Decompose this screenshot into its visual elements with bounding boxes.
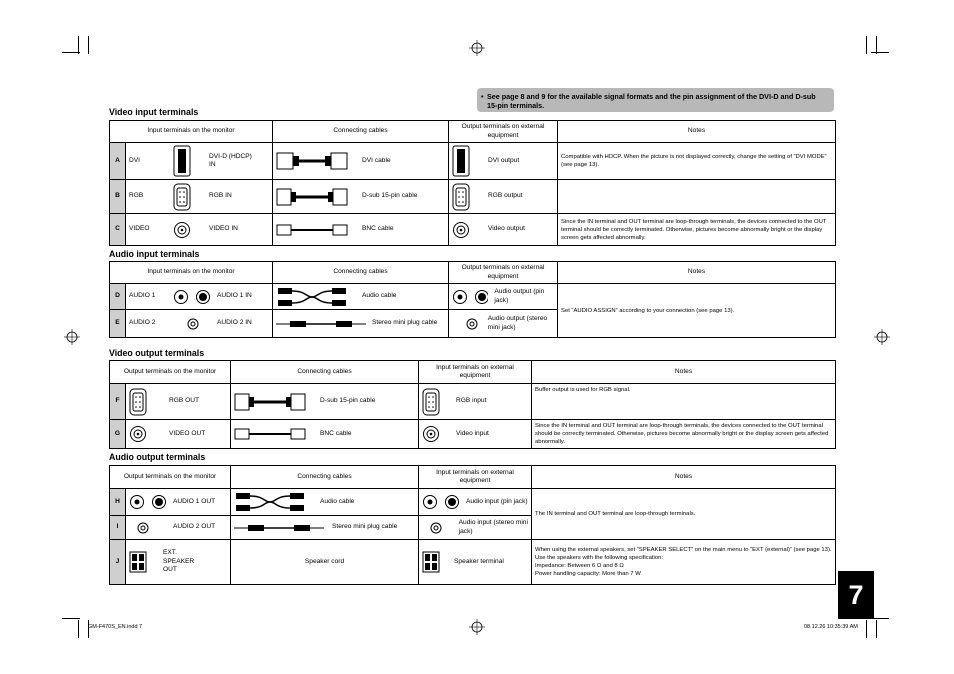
ext-terminal-name: Audio input (pin jack) — [466, 497, 528, 505]
cable-cell — [231, 489, 419, 516]
header-notes: Notes — [558, 121, 836, 143]
table-row — [110, 540, 836, 585]
terminal-type: RGB — [129, 192, 144, 200]
terminal-cell — [126, 384, 231, 420]
ext-cell — [419, 384, 532, 420]
dsub-cable-icon — [276, 186, 348, 208]
section-title-audio-output: Audio output terminals — [109, 452, 206, 462]
row-label: H — [110, 489, 126, 516]
cable-cell — [273, 214, 449, 246]
audio-output-table — [109, 465, 836, 585]
row-label: D — [110, 284, 126, 310]
bnc-cable-icon — [234, 426, 306, 442]
terminal-name: EXT. SPEAKER OUT — [163, 549, 195, 574]
cable-cell — [231, 384, 419, 420]
terminal-cell — [126, 310, 273, 338]
header-cables: Connecting cables — [273, 121, 449, 143]
terminal-name: AUDIO 2 OUT — [173, 523, 216, 531]
video-output-table — [109, 360, 836, 449]
header-notes: Notes — [558, 262, 836, 284]
note-cell: Compatible with HDCP. When the picture is not displayed correctly, change the setting of “DVI MODE” (see page 13). — [558, 143, 836, 180]
terminal-name: AUDIO 1 IN — [217, 292, 252, 300]
cable-name: Stereo mini plug cable — [372, 319, 438, 327]
terminal-name: RGB OUT — [169, 397, 200, 405]
cable-name: DVI cable — [362, 156, 391, 164]
cable-name: D-sub 15-pin cable — [320, 397, 376, 405]
note-cell: Since the IN terminal and OUT terminal are loop-through terminals, the devices connected to the OUT terminal should be correctly terminated. Otherwise, pictures become abnormally bright or the display screen gets affected abnormally. — [558, 214, 836, 246]
terminal-name: AUDIO 1 OUT — [173, 497, 216, 505]
header-cables: Connecting cables — [231, 361, 419, 384]
header-output-terminals: Output terminals on the monitor — [110, 466, 231, 489]
dsub-port-icon — [452, 183, 470, 211]
ext-cell — [449, 310, 558, 338]
terminal-name: DVI-D (HDCP) IN — [209, 152, 252, 168]
terminal-type: AUDIO 1 — [129, 292, 156, 300]
ext-cell — [419, 540, 532, 585]
pin-jack-pair-icon — [129, 494, 169, 510]
mini-jack-icon — [173, 317, 213, 331]
note-cell: The IN terminal and OUT terminal are loop-through terminals. — [532, 489, 836, 540]
page-number-tab: 7 — [838, 571, 874, 619]
header-cables: Connecting cables — [273, 262, 449, 284]
cable-name: BNC cable — [320, 429, 352, 437]
registration-mark-icon — [469, 40, 485, 56]
mini-jack-icon — [452, 317, 482, 331]
terminal-cell — [126, 420, 231, 449]
dsub-port-icon — [129, 388, 147, 416]
crop-mark — [866, 620, 867, 638]
registration-mark-icon — [874, 329, 890, 345]
header-ext-input: Input terminals on external equipment — [419, 361, 532, 384]
note-line: Power handling capacity: More than 7 W — [535, 571, 641, 577]
cable-cell — [273, 143, 449, 180]
table-row — [110, 489, 836, 516]
terminal-name: AUDIO 2 IN — [217, 319, 252, 327]
header-ext-output: Output terminals on external equipment — [449, 121, 558, 143]
section-title-video-input: Video input terminals — [109, 107, 199, 117]
ext-cell — [449, 143, 558, 180]
ext-terminal-name: Audio output (stereo mini jack) — [487, 315, 548, 331]
ext-cell — [419, 516, 532, 540]
note-cell — [532, 540, 836, 585]
note-cell: Since the IN terminal and OUT terminal are loop-through terminals, the devices connected to the OUT terminal should be correctly terminated. Otherwise, pictures become abnormally bright or the display screen gets affected abnormally. — [532, 420, 836, 449]
ext-terminal-name: Audio input (stereo mini jack) — [458, 519, 528, 535]
dvi-port-icon — [452, 145, 470, 177]
dsub-port-icon — [173, 183, 191, 211]
header-input-terminals: Input terminals on the monitor — [110, 262, 273, 284]
row-label: B — [110, 180, 126, 214]
row-label: J — [110, 540, 126, 585]
ext-terminal-name: Audio output (pin jack) — [494, 288, 545, 304]
note-line: Use the speakers with the following specification: — [535, 555, 664, 561]
note-line: When using the external speakers, set “SPEAKER SELECT” on the main menu to “EXT (external)” (see page 13). — [535, 547, 832, 553]
pin-jack-pair-icon — [452, 289, 488, 305]
terminal-type: VIDEO — [129, 225, 150, 233]
terminal-cell — [126, 516, 231, 540]
cable-cell — [273, 310, 449, 338]
header-cables: Connecting cables — [231, 466, 419, 489]
terminal-name: VIDEO IN — [209, 225, 238, 233]
cable-name: Stereo mini plug cable — [332, 523, 398, 531]
audio-cable-icon — [276, 286, 348, 308]
cable-cell — [273, 180, 449, 214]
registration-mark-icon — [469, 619, 485, 635]
reference-note — [477, 88, 834, 112]
table-row — [110, 284, 836, 310]
crop-mark — [871, 52, 889, 53]
bnc-cable-icon — [276, 222, 348, 238]
terminal-name: RGB IN — [209, 192, 232, 200]
crop-mark — [876, 36, 877, 54]
ext-terminal-name: RGB output — [488, 192, 523, 200]
registration-mark-icon — [64, 329, 80, 345]
cable-name: D-sub 15-pin cable — [362, 192, 418, 200]
terminal-cell — [126, 489, 231, 516]
mini-plug-cable-icon — [234, 522, 324, 534]
header-ext-input: Input terminals on external equipment — [419, 466, 532, 489]
header-output-terminals: Output terminals on the monitor — [110, 361, 231, 384]
crop-mark — [78, 620, 79, 638]
ext-terminal-name: Video output — [488, 225, 525, 233]
crop-mark — [866, 36, 867, 54]
header-notes: Notes — [532, 361, 836, 384]
table-row — [110, 420, 836, 449]
note-cell: Buffer output is used for RGB signal. — [532, 384, 836, 420]
ext-cell — [419, 489, 532, 516]
footer-file-name: GM-F470S_EN.indd 7 — [88, 624, 143, 630]
header-input-terminals: Input terminals on the monitor — [110, 121, 273, 143]
mini-jack-icon — [422, 521, 455, 535]
speaker-terminal-icon — [422, 551, 440, 573]
table-row — [110, 143, 836, 180]
video-input-table — [109, 120, 836, 246]
ext-terminal-name: DVI output — [488, 156, 520, 164]
reference-note-text: See page 8 and 9 for the available signal formats and the pin assignment of the DVI-D and D-sub 15-pin terminals. — [487, 92, 816, 110]
terminal-type: AUDIO 2 — [129, 319, 156, 327]
header-ext-output: Output terminals on external equipment — [449, 262, 558, 284]
dvi-cable-icon — [276, 148, 348, 174]
cable-cell — [231, 420, 419, 449]
mini-jack-icon — [129, 521, 169, 535]
section-title-audio-input: Audio input terminals — [109, 249, 200, 259]
pin-jack-pair-icon — [173, 289, 213, 305]
cable-name: Speaker cord — [304, 557, 345, 565]
footer-timestamp: 08.12.26 10:35:39 AM — [804, 624, 858, 630]
bnc-port-icon — [129, 425, 147, 443]
header-notes: Notes — [532, 466, 836, 489]
dsub-port-icon — [422, 388, 440, 416]
dvi-port-icon — [173, 145, 191, 177]
ext-terminal-name: Speaker terminal — [454, 557, 504, 565]
terminal-cell — [126, 540, 231, 585]
note-cell — [558, 180, 836, 214]
cable-name: Audio cable — [362, 292, 397, 300]
row-label: F — [110, 384, 126, 420]
ext-terminal-name: RGB input — [456, 397, 487, 405]
bnc-port-icon — [173, 221, 191, 239]
cable-cell — [231, 516, 419, 540]
pin-jack-pair-icon — [422, 494, 462, 510]
table-row — [110, 214, 836, 246]
bnc-port-icon — [422, 425, 440, 443]
section-title-video-output: Video output terminals — [109, 348, 205, 358]
terminal-cell — [126, 180, 273, 214]
crop-mark — [62, 618, 80, 619]
ext-cell — [449, 180, 558, 214]
cable-cell — [231, 540, 419, 585]
ext-cell — [419, 420, 532, 449]
row-label: I — [110, 516, 126, 540]
terminal-cell — [126, 214, 273, 246]
ext-cell — [449, 284, 558, 310]
audio-input-table — [109, 261, 836, 338]
crop-mark — [78, 36, 79, 54]
terminal-name: VIDEO OUT — [169, 429, 206, 437]
terminal-cell — [126, 284, 273, 310]
note-cell: Set “AUDIO ASSIGN” according to your connection (see page 13). — [558, 284, 836, 338]
row-label: G — [110, 420, 126, 449]
audio-cable-icon — [234, 491, 306, 513]
bullet: • — [481, 92, 484, 101]
ext-cell — [449, 214, 558, 246]
row-label: A — [110, 143, 126, 180]
table-row — [110, 180, 836, 214]
bnc-port-icon — [452, 221, 470, 239]
crop-mark — [88, 36, 89, 54]
speaker-terminal-icon — [129, 551, 147, 573]
note-line: Impedance: Between 6 Ω and 8 Ω — [535, 563, 624, 569]
terminal-cell — [126, 143, 273, 180]
cable-cell — [273, 284, 449, 310]
cable-name: BNC cable — [362, 225, 394, 233]
table-row — [110, 384, 836, 420]
cable-name: Audio cable — [320, 497, 355, 505]
dsub-cable-icon — [234, 391, 306, 413]
mini-plug-cable-icon — [276, 318, 366, 330]
terminal-type: DVI — [129, 156, 140, 164]
row-label: C — [110, 214, 126, 246]
ext-terminal-name: Video input — [456, 429, 489, 437]
row-label: E — [110, 310, 126, 338]
crop-mark — [876, 620, 877, 638]
